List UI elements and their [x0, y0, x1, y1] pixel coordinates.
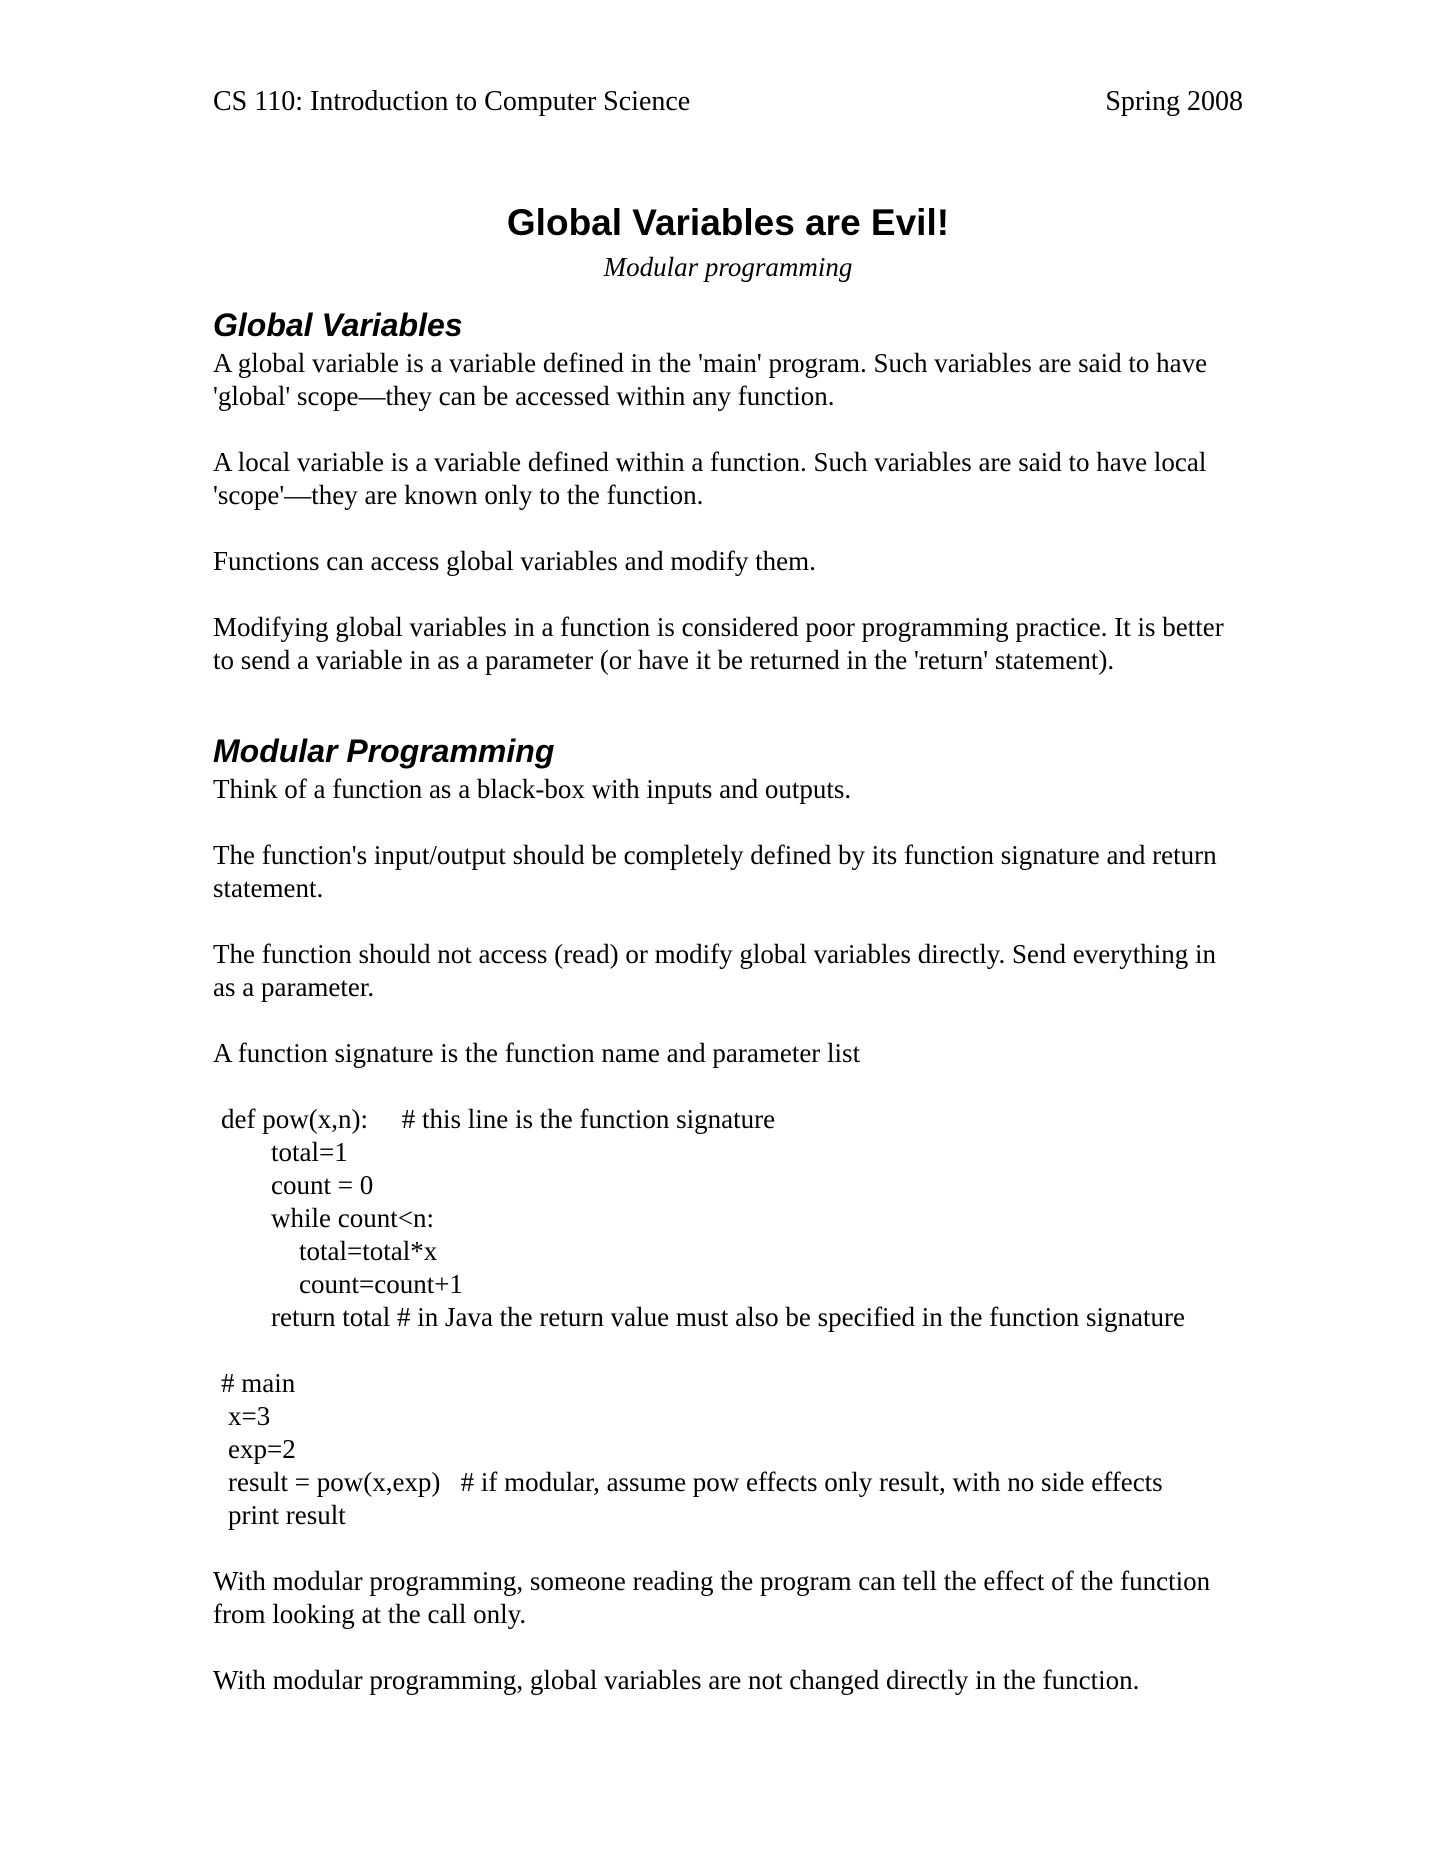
paragraph: With modular programming, global variables are not changed directly in the function. — [213, 1665, 1140, 1695]
code-line: def pow(x,n): # this line is the function signature — [221, 1104, 776, 1134]
document-subtitle: Modular programming — [603, 252, 853, 282]
paragraph: The function's input/output should be completely defined by its function signature and return statement. — [213, 840, 1217, 903]
paragraph: Functions can access global variables and modify them. — [213, 546, 816, 576]
page-header — [213, 82, 1243, 122]
paragraph: The function should not access (read) or modify global variables directly. Send everything in as a parameter. — [213, 939, 1216, 1002]
paragraph: A function signature is the function name and parameter list — [213, 1038, 861, 1068]
code-block-function — [213, 1103, 1243, 1334]
course-name: CS 110: Introduction to Computer Science — [213, 86, 691, 117]
code-line: result = pow(x,exp) # if modular, assume pow effects only result, with no side effects — [228, 1467, 1163, 1497]
code-line: count=count+1 — [299, 1269, 463, 1299]
paragraph: A global variable is a variable defined in the 'main' program. Such variables are said to have 'global' scope—they can be accessed within any function. — [213, 348, 1208, 411]
term-label: Spring 2008 — [1105, 86, 1243, 117]
paragraph: Think of a function as a black-box with inputs and outputs. — [213, 774, 852, 804]
code-line: return total # in Java the return value must also be specified in the function signature — [271, 1302, 1185, 1332]
paragraph: Modifying global variables in a function is considered poor programming practice. It is better to send a variable in as a parameter (or have it be returned in the 'return' statement). — [213, 612, 1224, 675]
code-line: x=3 — [228, 1401, 271, 1431]
section-heading-modular-programming: Modular Programming — [213, 733, 555, 769]
code-line: while count<n: — [271, 1203, 434, 1233]
paragraph: A local variable is a variable defined within a function. Such variables are said to have local 'scope'—they are known only to the function. — [213, 447, 1207, 510]
section-heading-global-variables: Global Variables — [213, 307, 463, 343]
paragraph: With modular programming, someone reading the program can tell the effect of the function from looking at the call only. — [213, 1566, 1211, 1629]
document-page — [213, 82, 1243, 1697]
document-title: Global Variables are Evil! — [506, 202, 950, 243]
code-block-main — [213, 1367, 1243, 1532]
code-line: total=1 — [271, 1137, 348, 1167]
code-line: count = 0 — [271, 1170, 374, 1200]
code-line: exp=2 — [228, 1434, 296, 1464]
code-line: total=total*x — [299, 1236, 438, 1266]
code-line: print result — [228, 1500, 346, 1530]
code-line: # main — [221, 1368, 296, 1398]
